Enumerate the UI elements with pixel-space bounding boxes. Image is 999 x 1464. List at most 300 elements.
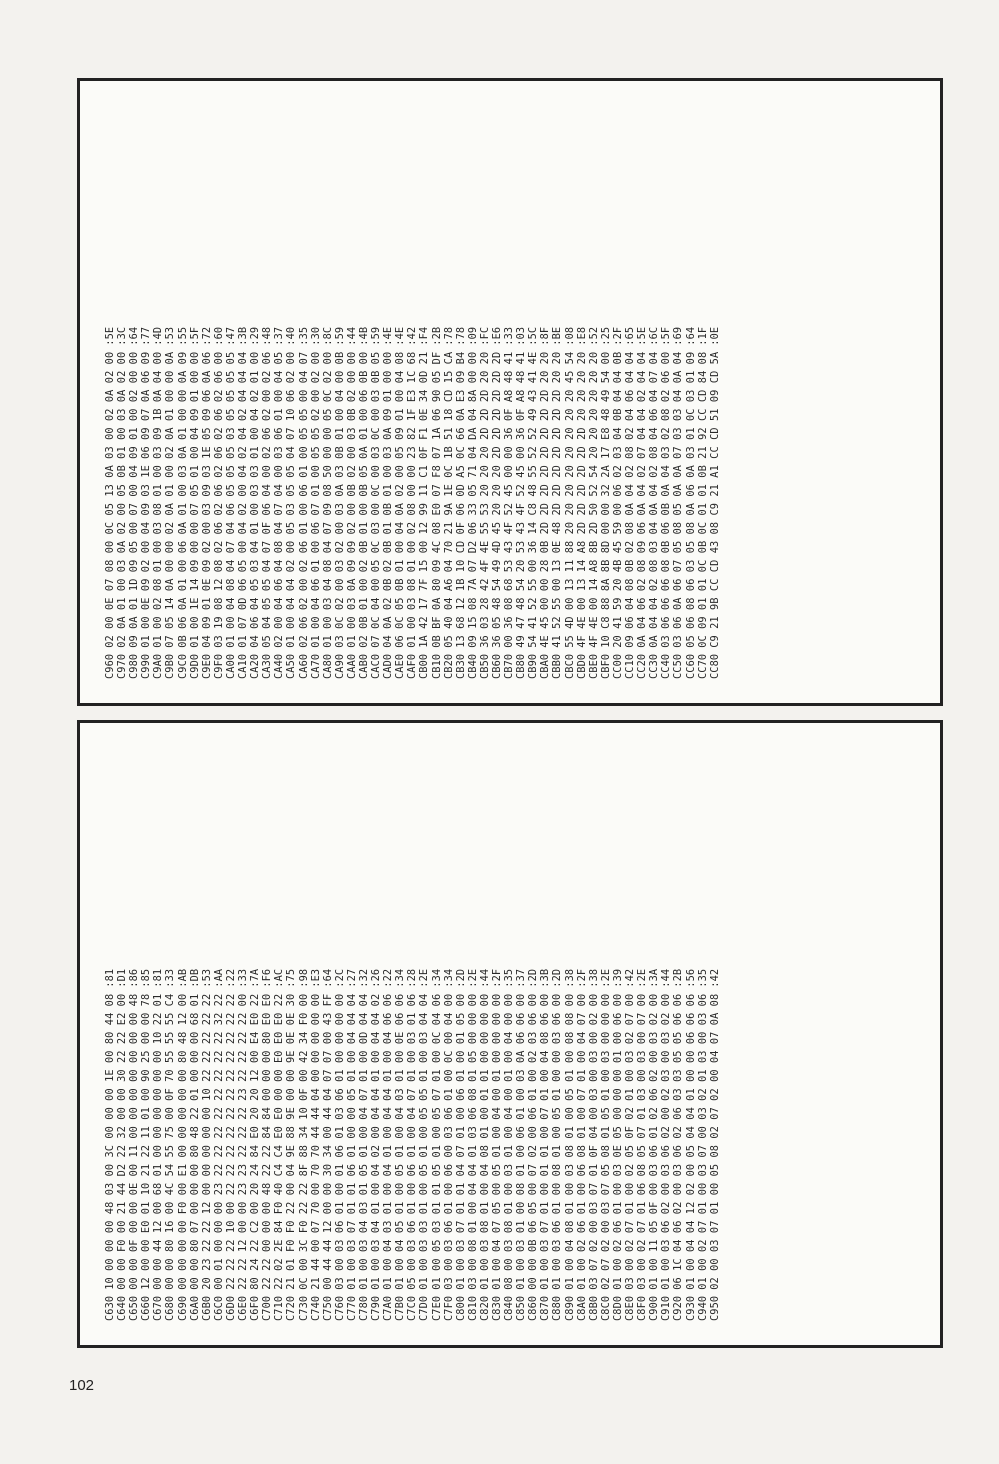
line-address: CC30 — [648, 653, 661, 679]
line-bytes: 4F 4E 00 13 14 A8 2D 2D 2D 2D 2D 2D 20 20 20 20 — [575, 351, 588, 648]
line-checksum: :03 — [515, 326, 528, 346]
line-bytes: 01 00 03 04 08 04 07 09 08 50 00 00 05 0C 02 00 — [321, 351, 334, 648]
line-checksum: :37 — [515, 968, 528, 988]
line-bytes: 08 00 03 08 01 00 03 01 00 04 00 01 00 04 00 00 — [503, 993, 516, 1290]
hex-dump-line — [406, 723, 418, 1321]
line-bytes: 01 00 04 08 01 00 03 08 01 00 05 01 00 08 08 00 — [563, 993, 576, 1290]
line-address: C660 — [140, 1295, 153, 1321]
hex-dump-line — [624, 81, 636, 679]
line-address: C820 — [478, 1295, 491, 1321]
hex-dump-line — [672, 81, 684, 679]
hex-dump-line — [225, 723, 237, 1321]
line-checksum: :2E — [418, 968, 431, 988]
line-address: CB90 — [527, 653, 540, 679]
line-address: C7A0 — [382, 1295, 395, 1321]
line-address: C990 — [140, 653, 153, 679]
line-bytes: 03 00 03 06 01 00 01 06 01 03 06 01 00 00 00 00 — [333, 993, 346, 1290]
hex-dump-line — [539, 723, 551, 1321]
line-bytes: 00 44 44 12 00 00 30 34 00 44 04 07 07 00 43 FF — [321, 993, 334, 1290]
line-bytes: 01 00 04 04 12 02 00 05 04 04 01 00 00 06 06 06 — [684, 993, 697, 1290]
line-bytes: 01 00 03 08 01 00 04 08 01 00 01 01 00 00 00 00 — [478, 993, 491, 1290]
line-bytes: 01 00 1E 14 09 00 00 07 05 01 00 04 09 01 00 00 — [188, 351, 201, 648]
line-checksum: :FC — [478, 326, 491, 346]
line-checksum: :AB — [176, 968, 189, 988]
line-checksum: :2B — [672, 968, 685, 988]
line-checksum: :F4 — [418, 326, 431, 346]
line-address: C7C0 — [406, 1295, 419, 1321]
line-checksum: :3B — [237, 326, 250, 346]
line-checksum: :34 — [394, 968, 407, 988]
line-checksum: :5F — [660, 326, 673, 346]
hex-dump-line — [370, 723, 382, 1321]
hex-dump-line — [636, 723, 648, 1321]
line-bytes: 0B BF 0A 80 09 4C 08 E0 07 F8 07 1A 06 90 05 DF — [430, 351, 443, 648]
hex-dump-line — [624, 723, 636, 1321]
hex-dump-line — [201, 723, 213, 1321]
line-bytes: 03 06 0A 06 07 05 08 05 0A 0A 07 03 03 04 0A 04 — [672, 351, 685, 648]
line-address: CA20 — [249, 653, 262, 679]
line-address: C6A0 — [188, 1295, 201, 1321]
line-checksum: :52 — [587, 326, 600, 346]
hex-dump-line — [612, 81, 624, 679]
line-address: C8C0 — [599, 1295, 612, 1321]
line-bytes: 06 0C 05 0B 01 00 04 0A 02 00 05 09 01 00 04 08 — [394, 351, 407, 648]
line-checksum: :69 — [672, 326, 685, 346]
hex-dump-line — [551, 81, 563, 679]
line-address: CA90 — [333, 653, 346, 679]
line-address: C700 — [261, 1295, 274, 1321]
line-checksum: :E3 — [309, 968, 322, 988]
hex-dump-line — [467, 81, 479, 679]
hex-dump-line — [600, 723, 612, 1321]
line-bytes: 41 52 55 00 13 0E 48 2D 2D 2D 2D 2D 2D 2D 20 20 — [551, 351, 564, 648]
line-address: CAC0 — [370, 653, 383, 679]
line-address: C870 — [539, 1295, 552, 1321]
hex-dump-line — [455, 81, 467, 679]
line-address: CAA0 — [345, 653, 358, 679]
line-bytes: 02 00 0E 07 08 00 0C 05 13 0A 03 00 02 0A 02 00 — [104, 351, 116, 648]
line-checksum: :D1 — [116, 968, 129, 988]
line-checksum: :38 — [563, 968, 576, 988]
line-address: C940 — [696, 1295, 709, 1321]
line-bytes: 13 68 12 1B 10 CD 0F 06 0D A5 0C 66 0A E3 09 B4 — [454, 351, 467, 648]
line-address: CB80 — [515, 653, 528, 679]
line-checksum: :32 — [357, 968, 370, 988]
line-bytes: 02 00 04 06 04 08 04 07 04 00 03 06 01 00 04 05 — [273, 351, 286, 648]
hex-dump-line — [298, 723, 310, 1321]
hex-dump-line — [515, 723, 527, 1321]
line-address: C910 — [660, 1295, 673, 1321]
line-bytes: 0C 00 3C F0 22 22 8F 88 34 10 0F 00 42 34 F0 00 — [297, 993, 310, 1290]
line-bytes: 01 00 03 03 01 00 05 01 00 05 05 01 00 03 04 04 — [418, 993, 431, 1290]
line-checksum: :35 — [297, 326, 310, 346]
line-address: C840 — [503, 1295, 516, 1321]
line-checksum: :2B — [430, 326, 443, 346]
line-address: C9F0 — [212, 653, 225, 679]
line-bytes: 03 00 08 01 00 04 04 01 03 06 08 01 05 00 00 00 — [466, 993, 479, 1290]
line-bytes: 10 00 00 00 48 03 00 3C 00 00 00 1E 00 80 44 08 — [104, 993, 116, 1290]
line-checksum: :64 — [128, 326, 141, 346]
line-bytes: 01 07 0D 06 05 00 04 02 00 04 02 04 02 04 04 04 — [237, 351, 250, 648]
hex-dump-line — [261, 723, 273, 1321]
line-checksum: :33 — [503, 326, 516, 346]
line-bytes: 00 00 0F 00 00 0E 00 11 00 00 00 00 00 00 00 48 — [128, 993, 141, 1290]
hex-dump-line — [455, 723, 467, 1321]
line-bytes: 03 00 02 07 01 00 02 05 0F 02 01 00 03 02 07 00 — [624, 993, 637, 1290]
line-address: C9B0 — [164, 653, 177, 679]
line-address: CA00 — [224, 653, 237, 679]
line-checksum: :53 — [164, 326, 177, 346]
line-checksum: :6C — [648, 326, 661, 346]
line-bytes: 04 06 04 05 03 04 01 00 03 03 01 00 04 02 01 00 — [249, 351, 262, 648]
line-address: C6B0 — [200, 1295, 213, 1321]
hex-dump-line — [685, 81, 697, 679]
hex-dump-line — [564, 81, 576, 679]
hex-dump-line — [588, 81, 600, 679]
line-checksum: :35 — [503, 968, 516, 988]
line-checksum: :47 — [224, 326, 237, 346]
line-address: C970 — [116, 653, 129, 679]
line-bytes: 04 0A 02 0B 02 0B 01 0B 01 00 03 0A 09 01 00 00 — [382, 351, 395, 648]
line-bytes: 0C 09 01 01 0C 0B 0C 01 01 0B 21 92 CC CD 84 08 — [696, 351, 709, 648]
line-checksum: :2C — [333, 968, 346, 988]
line-checksum: :DB — [188, 968, 201, 988]
line-checksum: :5E — [104, 326, 116, 346]
hex-dump-line — [164, 81, 176, 679]
hex-dump-line — [310, 723, 322, 1321]
line-bytes: 10 C8 88 8A 8B 8D 00 00 32 2A 17 E8 48 49 54 00 — [599, 351, 612, 648]
hex-dump-line — [636, 81, 648, 679]
hex-dump-line — [479, 723, 491, 1321]
hex-dump-line — [104, 723, 116, 1321]
hex-dump-line — [672, 723, 684, 1321]
line-checksum: :26 — [370, 968, 383, 988]
line-address: C960 — [104, 653, 116, 679]
line-bytes: 01 00 04 08 04 07 04 06 05 05 05 03 05 05 05 05 — [224, 351, 237, 648]
line-address: C710 — [273, 1295, 286, 1321]
hex-dump-line — [443, 723, 455, 1321]
hex-dump-line — [612, 723, 624, 1321]
line-checksum: :33 — [237, 968, 250, 988]
line-checksum: :28 — [406, 968, 419, 988]
line-bytes: 03 07 02 00 03 07 01 0F 04 00 03 00 03 00 02 00 — [587, 993, 600, 1290]
hex-listing-panel-left — [77, 720, 943, 1348]
hex-dump-line — [152, 81, 164, 679]
line-checksum: :27 — [345, 968, 358, 988]
line-address: CBF0 — [599, 653, 612, 679]
hex-dump-line — [177, 81, 189, 679]
hex-dump-line — [431, 723, 443, 1321]
hex-dump-line — [418, 723, 430, 1321]
line-bytes: 0B 06 0A 01 00 06 0A 01 00 03 0A 01 00 00 0A 09 — [176, 351, 189, 648]
hex-dump-line — [406, 81, 418, 679]
hex-dump-line — [576, 723, 588, 1321]
line-checksum: :8F — [539, 326, 552, 346]
line-address: C7E0 — [430, 1295, 443, 1321]
line-checksum: :44 — [478, 968, 491, 988]
line-checksum: :39 — [611, 968, 624, 988]
hex-dump-line — [249, 81, 261, 679]
line-checksum: :3A — [648, 968, 661, 988]
line-address: CC00 — [611, 653, 624, 679]
line-address: C630 — [104, 1295, 116, 1321]
line-address: CB40 — [466, 653, 479, 679]
line-checksum: :44 — [660, 968, 673, 988]
hex-listing-rotated-text — [86, 723, 936, 1335]
line-bytes: 01 00 04 04 02 00 05 03 05 05 04 07 10 06 02 00 — [285, 351, 298, 648]
line-bytes: 22 22 00 00 00 48 22 22 84 84 00 00 00 80 E0 E0 — [261, 993, 274, 1290]
line-checksum: :2D — [454, 968, 467, 988]
hex-dump-line — [600, 81, 612, 679]
line-checksum: :30 — [309, 326, 322, 346]
line-bytes: C9 21 9B CC CD 43 08 C9 21 A1 CC CD 51 09 CD 5A — [708, 351, 721, 648]
line-address: CB20 — [442, 653, 455, 679]
line-address: C6D0 — [224, 1295, 237, 1321]
line-checksum: :40 — [285, 326, 298, 346]
hex-dump-line — [128, 81, 140, 679]
line-bytes: 01 00 03 04 01 00 04 02 00 04 04 01 00 04 04 02 — [370, 993, 383, 1290]
line-bytes: 21 01 F0 F0 22 00 04 9E 88 9E 00 00 9E 0E 0E 30 — [285, 993, 298, 1290]
line-checksum: :F6 — [261, 968, 274, 988]
line-bytes: 05 40 04 A6 04 70 21 9A 1E 0C 1B 51 18 CD 15 CA — [442, 351, 455, 648]
line-checksum: :AA — [212, 968, 225, 988]
line-address: CC40 — [660, 653, 673, 679]
hex-dump-line — [322, 723, 334, 1321]
line-address: CAF0 — [406, 653, 419, 679]
line-bytes: 03 00 02 07 01 06 08 05 07 01 03 00 03 00 07 00 — [636, 993, 649, 1290]
hex-dump-line — [346, 81, 358, 679]
line-address: CA40 — [273, 653, 286, 679]
line-address: C640 — [116, 1295, 129, 1321]
line-checksum: :2F — [491, 968, 503, 988]
hex-dump-line — [503, 81, 515, 679]
line-bytes: 00 01 00 00 00 23 22 22 22 22 22 22 22 22 32 22 — [212, 993, 225, 1290]
line-address: CA10 — [237, 653, 250, 679]
line-checksum: :81 — [104, 968, 116, 988]
line-checksum: :22 — [382, 968, 395, 988]
line-checksum: :5E — [636, 326, 649, 346]
hex-dump-line — [140, 81, 152, 679]
line-bytes: 03 0C 02 00 03 02 00 03 0A 03 0B 01 00 04 00 0B — [333, 351, 346, 648]
line-bytes: 01 00 02 07 01 00 03 07 00 03 02 01 03 00 03 06 — [696, 993, 709, 1290]
hex-dump-line — [527, 723, 539, 1321]
line-bytes: 01 00 03 04 03 01 05 01 00 04 07 01 00 0D 04 04 — [357, 993, 370, 1290]
line-bytes: 01 00 03 07 01 00 01 01 00 07 01 00 04 08 06 00 — [539, 993, 552, 1290]
hex-dump-line — [503, 723, 515, 1321]
hex-dump-line — [249, 723, 261, 1321]
hex-dump-line — [551, 723, 563, 1321]
hex-dump-line — [394, 723, 406, 1321]
line-address: C6C0 — [212, 1295, 225, 1321]
line-address: C8B0 — [587, 1295, 600, 1321]
line-checksum: :35 — [696, 968, 709, 988]
line-bytes: 80 24 22 C2 00 20 24 84 E0 20 20 12 00 E4 E0 22 — [249, 993, 262, 1290]
line-address: CC70 — [696, 653, 709, 679]
line-address: C6F0 — [249, 1295, 262, 1321]
hex-dump-line — [648, 723, 660, 1321]
line-address: C9E0 — [200, 653, 213, 679]
line-bytes: 01 00 05 03 01 01 05 01 00 05 07 01 00 0C 04 06 — [430, 993, 443, 1290]
line-address: CC50 — [672, 653, 685, 679]
line-bytes: 02 0B 01 00 02 0B 01 00 0B 05 0A 01 00 06 0B 00 — [357, 351, 370, 648]
line-bytes: 4E 45 00 00 28 0B 2D 2D 2D 2D 2D 2D 2D 2D 20 20 — [539, 351, 552, 648]
line-bytes: 01 00 04 05 01 00 05 01 00 04 03 01 00 0E 06 06 — [394, 993, 407, 1290]
hex-dump-line — [697, 723, 709, 1321]
line-bytes: 20 41 59 20 4B 45 59 00 06 02 03 04 0B 04 04 0B — [611, 351, 624, 648]
line-bytes: 49 47 48 54 20 53 43 4F 52 45 00 36 0F A8 48 41 — [515, 351, 528, 648]
line-bytes: 22 22 22 10 00 22 22 22 22 22 22 22 22 22 22 22 — [224, 993, 237, 1290]
hex-dump-line — [285, 81, 297, 679]
line-checksum: :33 — [164, 968, 177, 988]
line-checksum: :37 — [273, 326, 286, 346]
line-address: C720 — [285, 1295, 298, 1321]
line-checksum: :29 — [249, 326, 262, 346]
line-bytes: 21 44 00 07 70 00 70 70 44 44 04 00 00 00 00 00 — [309, 993, 322, 1290]
line-address: CB50 — [478, 653, 491, 679]
line-address: CA50 — [285, 653, 298, 679]
hex-dump-line — [467, 723, 479, 1321]
line-bytes: 22 22 12 00 00 23 23 22 22 22 23 22 22 22 22 00 — [237, 993, 250, 1290]
hex-dump-line — [382, 723, 394, 1321]
line-checksum: :2E — [599, 968, 612, 988]
line-bytes: 00 36 08 68 53 43 4F 52 45 00 00 36 0F A8 48 41 — [503, 351, 516, 648]
line-bytes: 02 00 03 07 01 00 05 08 02 07 02 00 04 07 0A 08 — [708, 993, 721, 1290]
line-bytes: 01 00 04 03 01 00 04 01 00 04 04 01 00 04 06 06 — [382, 993, 395, 1290]
line-address: C860 — [527, 1295, 540, 1321]
hex-dump-line — [431, 81, 443, 679]
line-checksum: :42 — [624, 968, 637, 988]
line-checksum: :2F — [575, 968, 588, 988]
line-address: C670 — [152, 1295, 165, 1321]
line-bytes: 06 1C 04 06 02 00 03 06 02 06 03 03 05 05 06 06 — [672, 993, 685, 1290]
line-address: C9D0 — [188, 653, 201, 679]
hex-dump-line — [273, 81, 285, 679]
hex-dump-line — [443, 81, 455, 679]
line-bytes: 03 19 08 12 08 02 06 02 06 02 06 02 06 02 06 00 — [212, 351, 225, 648]
line-checksum: :08 — [563, 326, 576, 346]
line-checksum: :75 — [285, 968, 298, 988]
hex-dump-line — [177, 723, 189, 1321]
line-checksum: :59 — [333, 326, 346, 346]
line-address: CC10 — [624, 653, 637, 679]
line-address: C7F0 — [442, 1295, 455, 1321]
line-bytes: 07 05 14 0A 00 00 02 0A 01 00 02 0A 01 00 00 0A — [164, 351, 177, 648]
hex-dump-line — [370, 81, 382, 679]
line-bytes: 01 00 03 01 00 08 01 00 06 01 00 03 0A 06 06 00 — [515, 993, 528, 1290]
line-address: C780 — [357, 1295, 370, 1321]
line-address: CC80 — [708, 653, 721, 679]
line-checksum: :4D — [152, 326, 165, 346]
line-checksum: :59 — [370, 326, 383, 346]
hex-dump-line — [491, 81, 503, 679]
hex-dump-line — [189, 81, 201, 679]
line-checksum: :25 — [599, 326, 612, 346]
line-checksum: :44 — [345, 326, 358, 346]
hex-dump-line — [237, 723, 249, 1321]
line-address: CC60 — [684, 653, 697, 679]
hex-dump-line — [334, 81, 346, 679]
line-checksum: :56 — [684, 968, 697, 988]
line-address: C930 — [684, 1295, 697, 1321]
line-address: CC20 — [636, 653, 649, 679]
line-bytes: 03 00 03 06 01 00 06 00 03 06 01 00 0C 00 04 00 — [442, 993, 455, 1290]
line-address: CAD0 — [382, 653, 395, 679]
line-bytes: 09 0A 01 1D 09 05 00 07 00 04 09 01 00 02 00 00 — [128, 351, 141, 648]
line-checksum: :4E — [382, 326, 395, 346]
line-address: C810 — [466, 1295, 479, 1321]
line-address: C8A0 — [575, 1295, 588, 1321]
line-checksum: :22 — [224, 968, 237, 988]
line-address: C950 — [708, 1295, 721, 1321]
line-checksum: :77 — [140, 326, 153, 346]
hex-dump-line — [322, 81, 334, 679]
hex-dump-line — [685, 723, 697, 1321]
line-checksum: :3B — [539, 968, 552, 988]
hex-dump-line — [697, 81, 709, 679]
line-address: C9A0 — [152, 653, 165, 679]
hex-dump-line — [576, 81, 588, 679]
line-address: C6E0 — [237, 1295, 250, 1321]
line-checksum: :2F — [611, 326, 624, 346]
line-checksum: :2E — [636, 968, 649, 988]
hex-dump-line — [564, 723, 576, 1321]
line-checksum: :2D — [527, 968, 540, 988]
line-address: C850 — [515, 1295, 528, 1321]
line-address: C900 — [648, 1295, 661, 1321]
hex-dump-line — [709, 81, 721, 679]
hex-dump-line — [648, 81, 660, 679]
hex-dump-line — [201, 81, 213, 679]
line-checksum: :85 — [140, 968, 153, 988]
line-address: C7B0 — [394, 1295, 407, 1321]
line-checksum: :E8 — [575, 326, 588, 346]
line-bytes: 01 00 03 07 01 01 06 01 00 00 05 01 00 04 04 04 — [345, 993, 358, 1290]
line-checksum: :3C — [116, 326, 129, 346]
line-address: C730 — [297, 1295, 310, 1321]
hex-listing-rotated-text — [86, 81, 936, 693]
hex-listing-panel-right — [77, 78, 943, 706]
line-bytes: 01 00 03 06 01 00 08 01 00 05 01 00 00 03 06 00 — [551, 993, 564, 1290]
line-checksum: :2D — [551, 968, 564, 988]
line-bytes: 00 00 80 16 00 4C 54 55 75 00 0F 70 55 55 55 C4 — [164, 993, 177, 1290]
hex-dump-line — [152, 723, 164, 1321]
hex-dump-line — [358, 81, 370, 679]
hex-dump-line — [660, 723, 672, 1321]
hex-dump-line — [298, 81, 310, 679]
line-bytes: 36 05 48 54 49 4D 45 20 20 20 2D 2D 2D 2D 2D 2D — [491, 351, 503, 648]
line-address: C8F0 — [636, 1295, 649, 1321]
line-bytes: 01 00 03 0A 09 09 02 00 0B 02 00 03 0B 02 00 00 — [345, 351, 358, 648]
line-bytes: 05 00 03 06 01 00 06 01 00 04 07 01 00 03 01 06 — [406, 993, 419, 1290]
hex-dump-line — [213, 81, 225, 679]
line-bytes: 36 03 28 42 4F 4E 55 53 20 20 20 2D 2D 2D 20 20 — [478, 351, 491, 648]
line-checksum: :1F — [696, 326, 709, 346]
line-checksum: :4B — [357, 326, 370, 346]
line-bytes: 01 00 04 07 05 00 05 01 00 04 00 01 00 00 00 00 — [491, 993, 503, 1290]
line-bytes: 05 06 08 06 03 05 08 0A 06 0A 03 01 0C 03 01 09 — [684, 351, 697, 648]
line-address: CB00 — [418, 653, 431, 679]
line-address: C7D0 — [418, 1295, 431, 1321]
line-bytes: 02 0A 01 00 03 0A 02 00 05 0B 01 00 03 0A 02 00 — [116, 351, 129, 648]
line-checksum: :AC — [273, 968, 286, 988]
line-bytes: 22 02 2E 84 F0 40 C4 C4 E0 E0 00 00 E0 E0 E0 22 — [273, 993, 286, 1290]
line-address: CA60 — [297, 653, 310, 679]
line-address: C8E0 — [624, 1295, 637, 1321]
hex-dump-line — [164, 723, 176, 1321]
line-checksum: :09 — [466, 326, 479, 346]
hex-dump-line — [479, 81, 491, 679]
line-checksum: :86 — [128, 968, 141, 988]
